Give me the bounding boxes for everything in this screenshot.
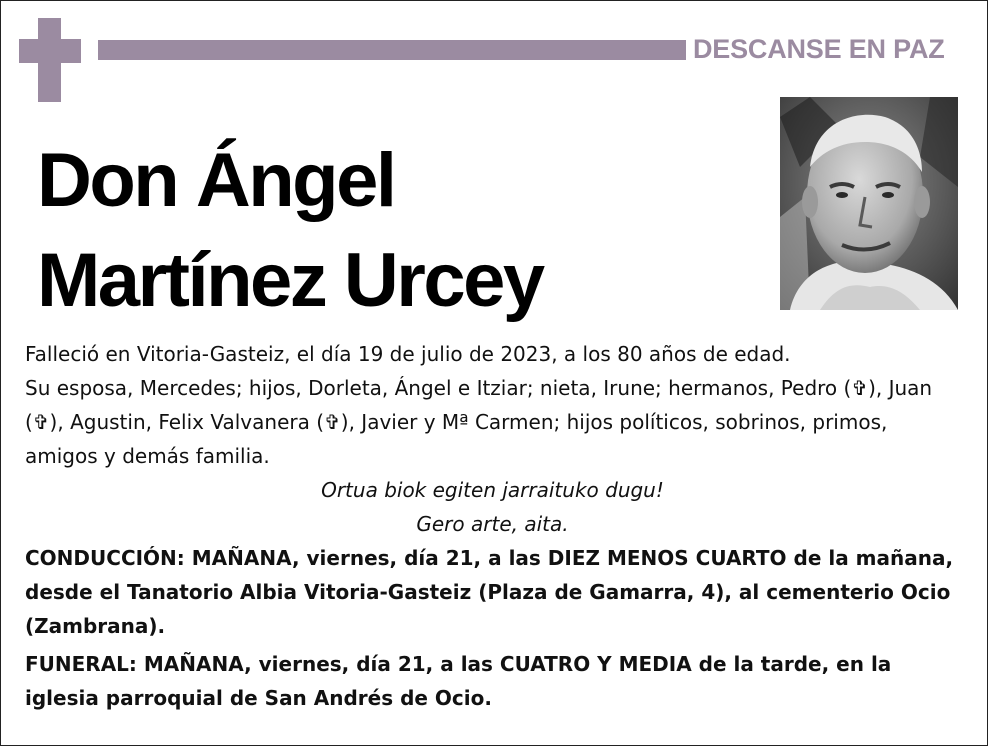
portrait-photo [780, 97, 958, 310]
header-rule [98, 40, 686, 60]
deceased-name-line-2: Martínez Urcey [37, 238, 543, 323]
family-list: Su esposa, Mercedes; hijos, Dorleta, Ángel e Itziar; nieta, Irune; hermanos, Pedro (✞), Juan (✞), Agustin, Felix Valvanera (✞), Javier y Mª Carmen; hijos políticos, sobrinos, primos, amigos y demás familia. [25, 376, 933, 468]
deceased-name-line-1: Don Ángel [37, 138, 395, 223]
cross-horizontal-bar [19, 39, 81, 63]
portrait-illustration [780, 97, 958, 310]
header-label: DESCANSE EN PAZ [693, 34, 945, 64]
farewell-quote-aita: Gero arte, aita. [416, 512, 569, 536]
death-announcement: Falleció en Vitoria-Gasteiz, el día 19 de julio de 2023, a los 80 años de edad. [25, 342, 791, 366]
conduccion-details: CONDUCCIÓN: MAÑANA, viernes, día 21, a las DIEZ MENOS CUARTO de la mañana, desde el Tanatorio Albia Vitoria-Gasteiz (Plaza de Gamarra, 4), al cementerio Ocio (Zambrana). [25, 546, 954, 638]
funeral-details: FUNERAL: MAÑANA, viernes, día 21, a las CUATRO Y MEDIA de la tarde, en la iglesia parroquial de San Andrés de Ocio. [25, 652, 892, 710]
deceased-name [37, 131, 543, 331]
farewell-quote-basque: Ortua biok egiten jarraituko dugu! [321, 478, 664, 502]
notice-body [25, 337, 960, 715]
